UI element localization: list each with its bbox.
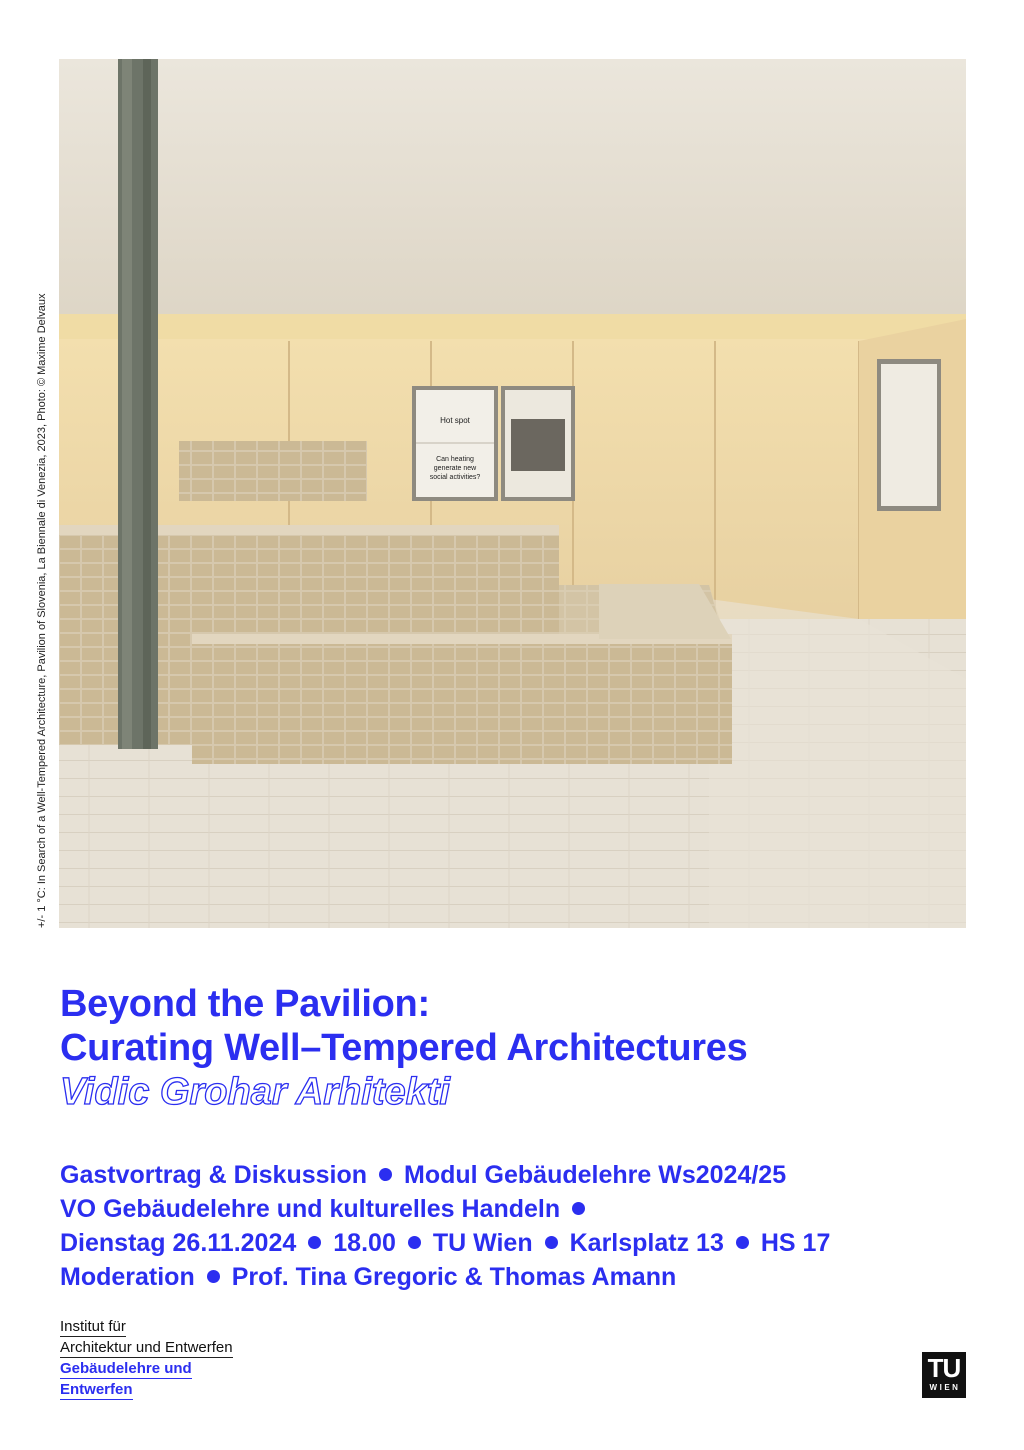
page-title [60,982,747,1070]
institute-line-2: Architektur und Entwerfen [60,1339,233,1356]
photo-credit: +/- 1 °C: In Search of a Well-Tempered Architecture, Pavilion of Slovenia, La Biennale di Venezia, 2023, Photo: © Maxime Delvaux [36,293,48,928]
details-line-3 [60,1226,830,1260]
tu-wien-logo [922,1352,966,1398]
event-address: Karlsplatz 13 [569,1229,724,1257]
event-time: 18.00 [333,1229,396,1257]
logo-tu: TU [927,1353,961,1383]
bullet-dot [408,1236,421,1249]
details-line-2 [60,1192,830,1226]
exhibition-photo [59,59,966,928]
bullet-dot [736,1236,749,1249]
bullet-dot [308,1236,321,1249]
module-name: Modul Gebäudelehre Ws2024/25 [404,1161,787,1189]
bullet-dot [572,1202,585,1215]
course-name: VO Gebäudelehre und kulturelles Handeln [60,1195,561,1223]
panel-text-hot-spot: Hot spot [440,416,470,425]
title-line-1: Beyond the Pavilion: [60,983,430,1025]
event-venue: TU Wien [432,1229,533,1257]
moderators: Prof. Tina Gregoric & Thomas Amann [231,1263,677,1291]
department-line-2: Entwerfen [60,1381,133,1398]
panel-text-question: Can heating generate new social activities? [429,456,481,481]
bullet-dot [207,1270,220,1283]
details-line-4 [60,1260,830,1294]
bullet-dot [379,1168,392,1181]
moderation-label: Moderation [60,1263,195,1291]
bullet-dot [545,1236,558,1249]
speaker-name: Vidic Grohar Arhitekti [60,1071,450,1113]
logo-wien: WIEN [929,1383,961,1392]
institute-line-1: Institut für [60,1318,126,1335]
event-type: Gastvortrag & Diskussion [60,1161,368,1189]
event-date: Dienstag 26.11.2024 [60,1229,297,1257]
department-line-1: Gebäudelehre und [60,1360,192,1377]
event-room: HS 17 [760,1229,831,1257]
event-details [60,1158,830,1294]
title-line-2: Curating Well–Tempered Architectures [60,1027,748,1069]
details-line-1 [60,1158,830,1192]
institute-block [60,1316,233,1400]
